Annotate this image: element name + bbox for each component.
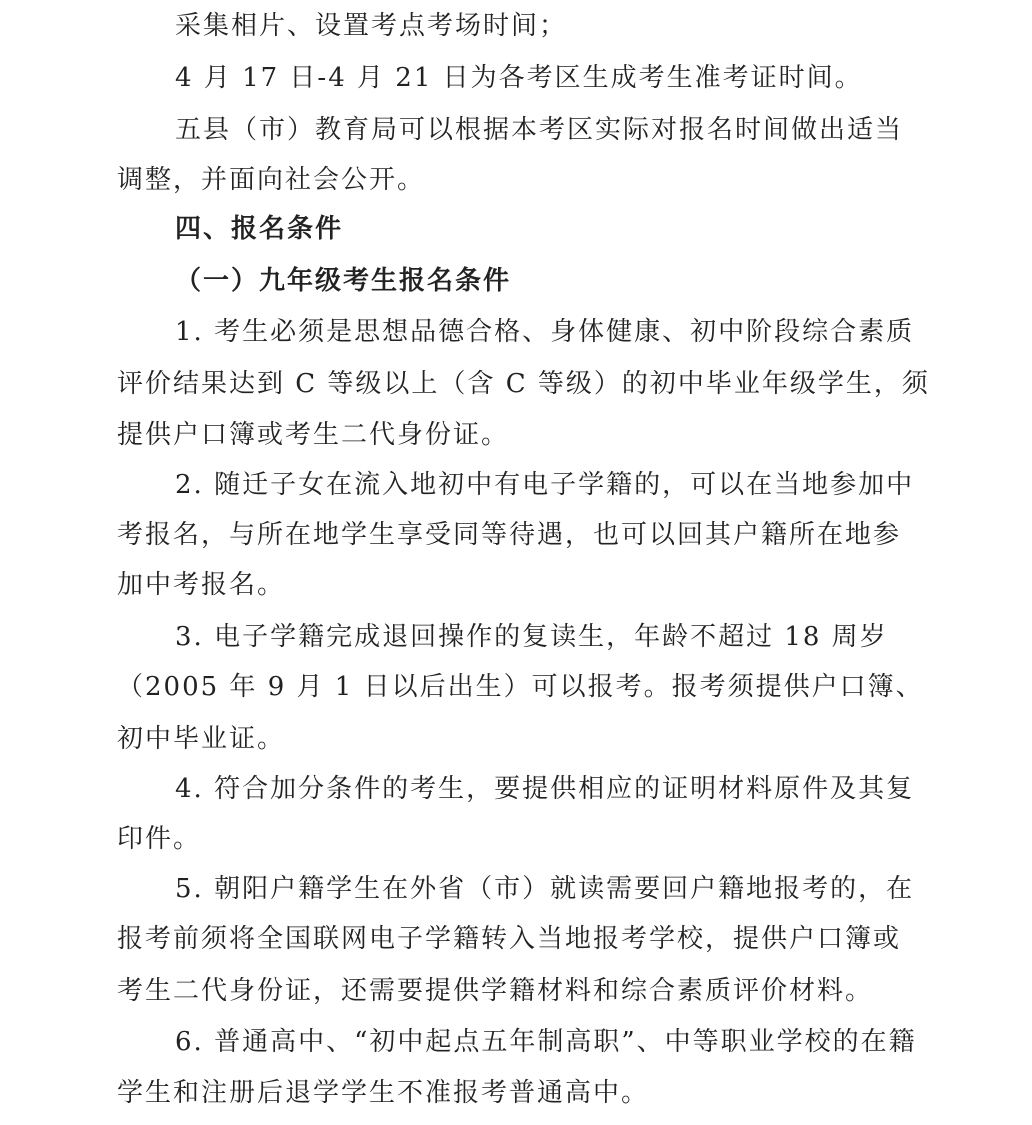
text-line: 报考前须将全国联网电子学籍转入当地报考学校，提供户口簿或	[117, 924, 902, 954]
text-line: 4 月 17 日-4 月 21 日为各考区生成考生准考证时间。	[175, 63, 863, 93]
text-line: 初中毕业证。	[117, 724, 286, 754]
text-line: 采集相片、设置考点考场时间；	[175, 11, 568, 41]
text-line: 印件。	[117, 824, 202, 854]
text-line: 1. 考生必须是思想品德合格、身体健康、初中阶段综合素质	[175, 317, 915, 347]
text-line: 6. 普通高中、“初中起点五年制高职”、中等职业学校的在籍	[175, 1027, 917, 1057]
text-line: （2005 年 9 月 1 日以后出生）可以报考。报考须提供户口簿、	[117, 672, 924, 702]
text-line: 五县（市）教育局可以根据本考区实际对报名时间做出适当	[175, 115, 904, 145]
text-line: 2. 随迁子女在流入地初中有电子学籍的，可以在当地参加中	[175, 470, 915, 500]
text-line: 考报名，与所在地学生享受同等待遇，也可以回其户籍所在地参	[117, 520, 902, 550]
text-line: 加中考报名。	[117, 570, 286, 600]
text-line: 5. 朝阳户籍学生在外省（市）就读需要回户籍地报考的，在	[175, 874, 915, 904]
text-line: 考生二代身份证，还需要提供学籍材料和综合素质评价材料。	[117, 976, 874, 1006]
subsection-heading: （一）九年级考生报名条件	[175, 266, 512, 296]
text-line: 3. 电子学籍完成退回操作的复读生，年龄不超过 18 周岁	[175, 622, 888, 652]
section-heading: 四、报名条件	[175, 214, 344, 244]
text-line: 提供户口簿或考生二代身份证。	[117, 420, 510, 450]
text-line: 调整，并面向社会公开。	[117, 165, 426, 195]
text-line: 4. 符合加分条件的考生，要提供相应的证明材料原件及其复	[175, 774, 915, 804]
text-line: 评价结果达到 C 等级以上（含 C 等级）的初中毕业年级学生，须	[117, 369, 930, 399]
text-line: 学生和注册后退学学生不准报考普通高中。	[117, 1078, 650, 1108]
